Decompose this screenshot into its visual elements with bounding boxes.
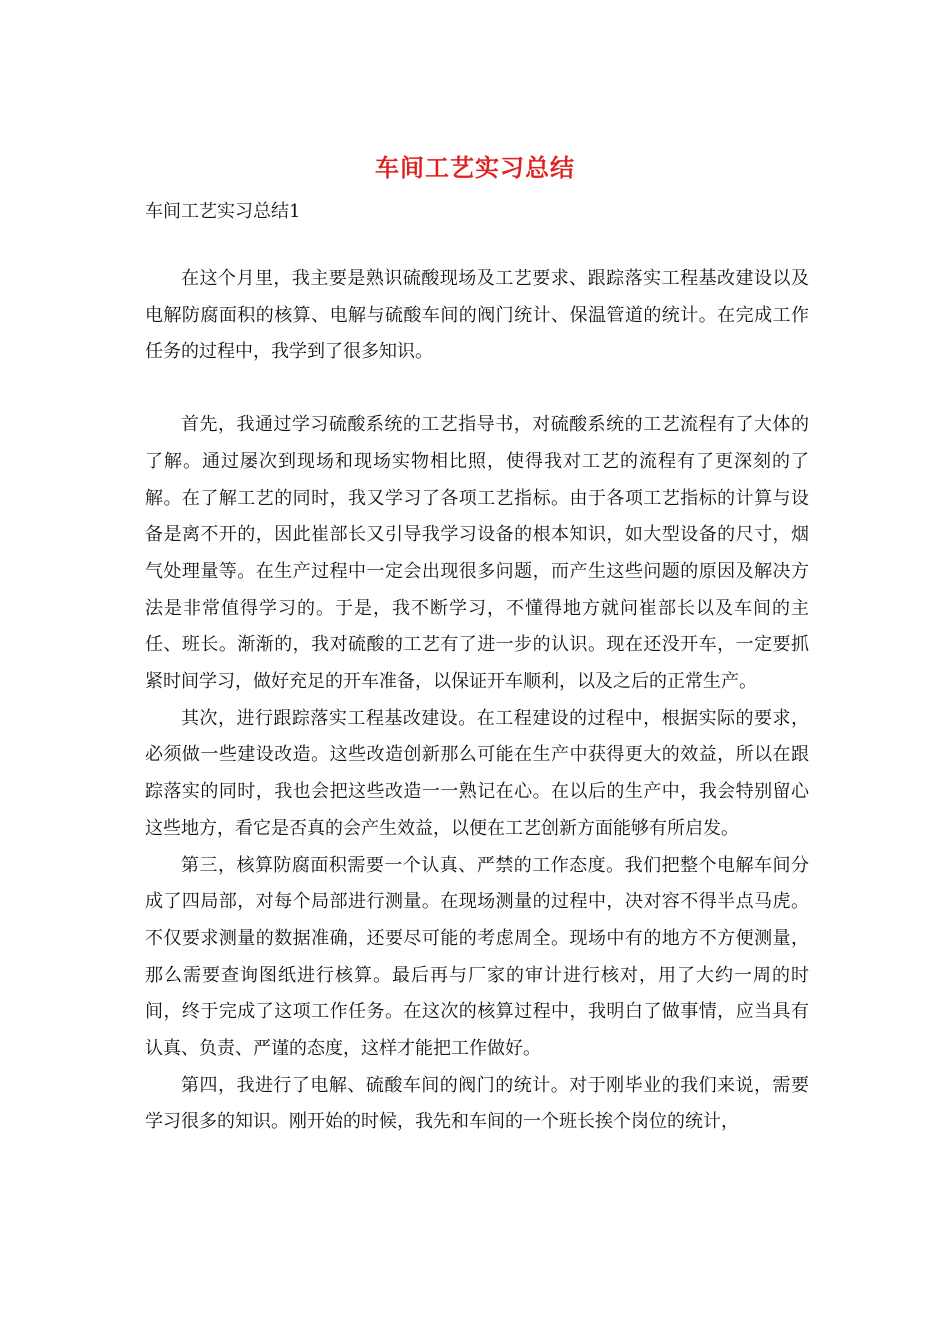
paragraph-1: 在这个月里，我主要是熟识硫酸现场及工艺要求、跟踪落实工程基改建设以及电解防腐面积的核算、电解与硫酸车间的阀门统计、保温管道的统计。在完成工作任务的过程中，我学到了很多知识。 [145, 268, 809, 363]
paragraph-2: 首先，我通过学习硫酸系统的工艺指导书，对硫酸系统的工艺流程有了大体的了解。通过屡次到现场和现场实物相比照，使得我对工艺的流程有了更深刻的了解。在了解工艺的同时，我又学习了各项工艺指标。由于各项工艺指标的计算与设备是离不开的，因此崔部长又引导我学习设备的根本知识，如大型设备的尺寸，烟气处理量等。在生产过程中一定会出现很多问题，而产生这些问题的原因及解决方法是非常值得学习的。于是，我不断学习，不懂得地方就问崔部长以及车间的主任、班长。渐渐的，我对硫酸的工艺有了进一步的认识。现在还没开车，一定要抓紧时间学习，做好充足的开车准备，以保证开车顺利，以及之后的正常生产。 [145, 414, 809, 693]
paragraph-5: 第四，我进行了电解、硫酸车间的阀门的统计。对于刚毕业的我们来说，需要学习很多的知识。刚开始的时候，我先和车间的一个班长挨个岗位的统计， [145, 1074, 809, 1133]
document-title: 车间工艺实习总结 [375, 153, 575, 182]
document-body [145, 261, 809, 1141]
paragraph-4: 第三，核算防腐面积需要一个认真、严禁的工作态度。我们把整个电解车间分成了四局部，对每个局部进行测量。在现场测量的过程中，决对容不得半点马虎。不仅要求测量的数据准确，还要尽可能的考虑周全。现场中有的地方不方便测量，那么需要查询图纸进行核算。最后再与厂家的审计进行核对，用了大约一周的时间，终于完成了这项工作任务。在这次的核算过程中，我明白了做事情，应当具有认真、负责、严谨的态度，这样才能把工作做好。 [145, 854, 809, 1060]
section-heading: 车间工艺实习总结1 [145, 201, 301, 222]
paragraph-3: 其次，进行跟踪落实工程基改建设。在工程建设的过程中，根据实际的要求，必须做一些建设改造。这些改造创新那么可能在生产中获得更大的效益，所以在跟踪落实的同时，我也会把这些改造一一熟记在心。在以后的生产中，我会特别留心这些地方，看它是否真的会产生效益，以便在工艺创新方面能够有所启发。 [145, 707, 809, 839]
